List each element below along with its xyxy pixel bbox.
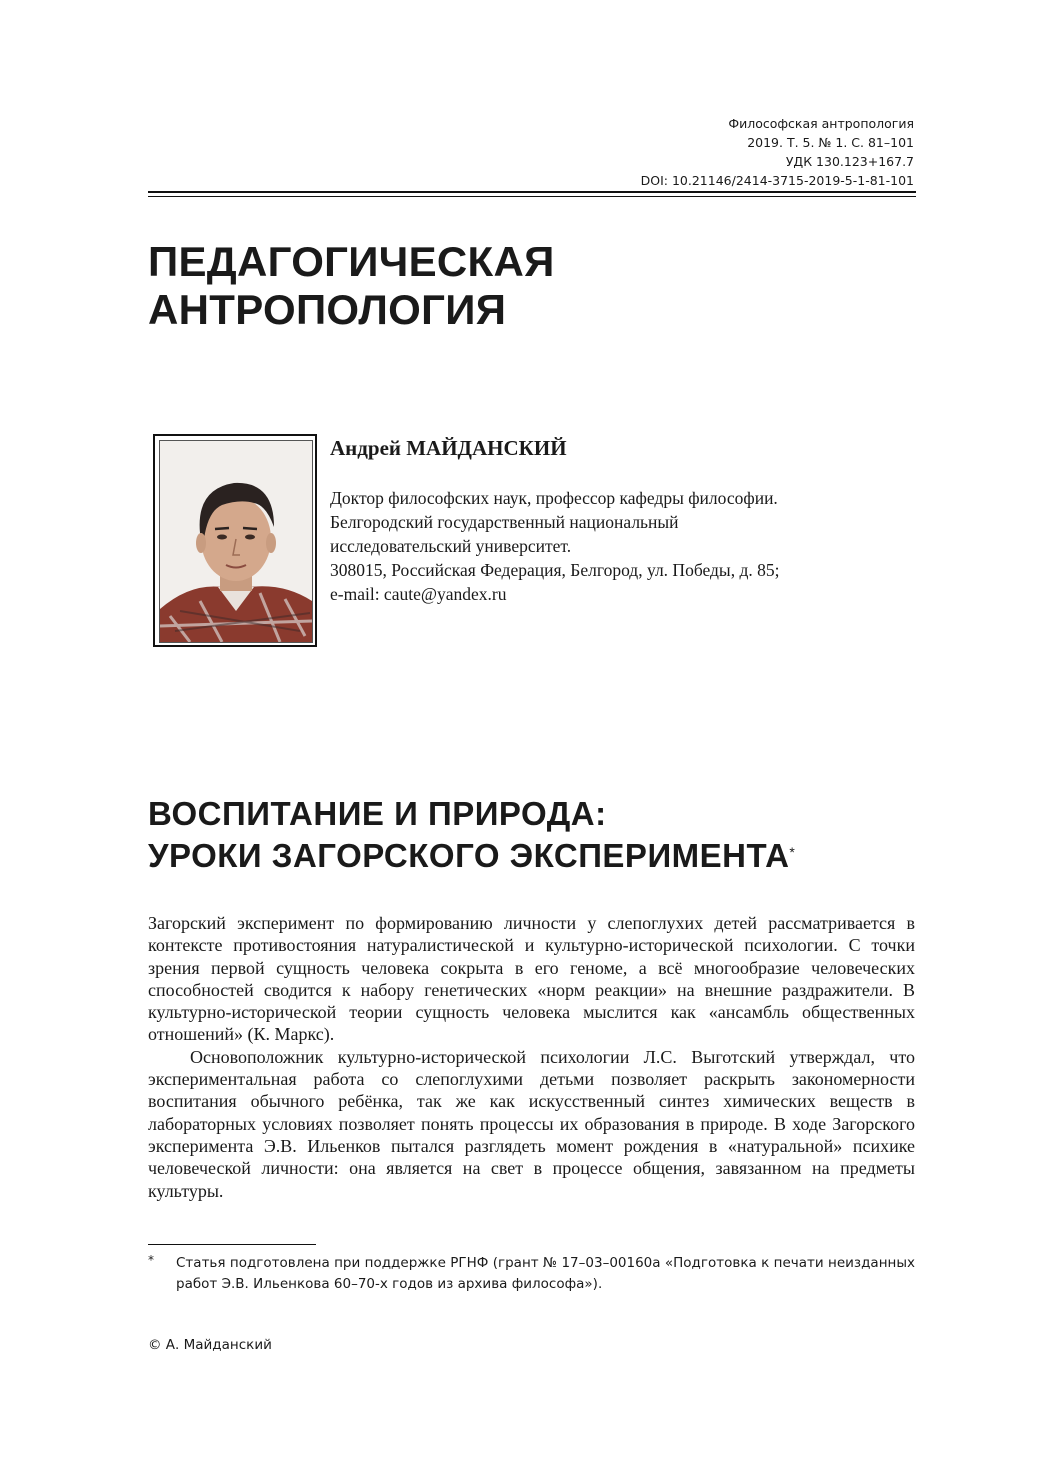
footnote-rule <box>148 1244 316 1245</box>
author-affiliation: Белгородский государственный национальный <box>330 512 679 532</box>
article-title-line2: УРОКИ ЗАГОРСКОГО ЭКСПЕРИМЕНТА* <box>148 837 796 874</box>
section-heading-line2: АНТРОПОЛОГИЯ <box>148 286 507 333</box>
copyright: © А. Майданский <box>148 1337 272 1353</box>
footnote-text: Статья подготовлена при поддержке РГНФ (грант № 17–03–00160а «Подготовка к печати неизданных работ Э.В. Ильенкова 60–70-х годов из архива философа»). <box>176 1255 915 1292</box>
author-degree: Доктор философских наук, профессор кафедры философии. <box>330 488 778 508</box>
journal-header <box>641 114 914 190</box>
abstract <box>148 912 915 1202</box>
author-address: 308015, Российская Федерация, Белгород, ул. Победы, д. 85; <box>330 560 780 580</box>
header-rule-thick <box>148 191 916 193</box>
section-heading <box>148 238 555 334</box>
udk-code: УДК 130.123+167.7 <box>785 154 914 169</box>
section-heading-line1: ПЕДАГОГИЧЕСКАЯ <box>148 238 555 285</box>
footnote-marker: * <box>148 1253 154 1267</box>
author-info <box>330 436 779 606</box>
article-title <box>148 793 795 877</box>
abstract-paragraph-1: Загорский эксперимент по формированию личности у слепоглухих детей рассматривается в контексте противостояния натуралистической и культурно-исторической психологии. С точки зрения первой сущность человека сокрыта в его геноме, а всё многообразие человеческих способностей сводится к набору генетических «норм реакции» на внешние раздражители. В культурно-исторической теории сущность человека мыслится как «ансамбль общественных отношений» (К. Маркс). <box>148 913 915 1045</box>
author-email[interactable]: e-mail: caute@yandex.ru <box>330 584 507 604</box>
author-portrait-image <box>159 440 313 643</box>
abstract-paragraph-2: Основоположник культурно-исторической психологии Л.С. Выготский утверждал, что экспериментальная работа со слепоглухими детьми позволяет раскрыть закономерности воспитания обычного ребёнка, так же как искусственный синтез химических веществ в лабораторных условиях позволяет понять процессы их образования в природе. В ходе Загорского эксперимента Э.В. Ильенков пытался разглядеть момент рождения в «натуральной» психике человеческой личности: она является на свет в процессе общения, завязанном на предметы культуры. <box>148 1046 915 1201</box>
article-title-line1: ВОСПИТАНИЕ И ПРИРОДА: <box>148 795 607 832</box>
header-rule-thin <box>148 196 916 197</box>
journal-issue: 2019. Т. 5. № 1. С. 81–101 <box>747 135 914 150</box>
footnote <box>148 1253 915 1295</box>
author-name: Андрей МАЙДАНСКИЙ <box>330 436 567 460</box>
journal-name: Философская антропология <box>728 116 914 131</box>
title-footnote-marker[interactable]: * <box>789 844 796 860</box>
doi-link[interactable]: DOI: 10.21146/2414-3715-2019-5-1-81-101 <box>640 173 914 188</box>
author-affiliation-cont: исследовательский университет. <box>330 536 572 556</box>
author-photo <box>153 434 317 647</box>
